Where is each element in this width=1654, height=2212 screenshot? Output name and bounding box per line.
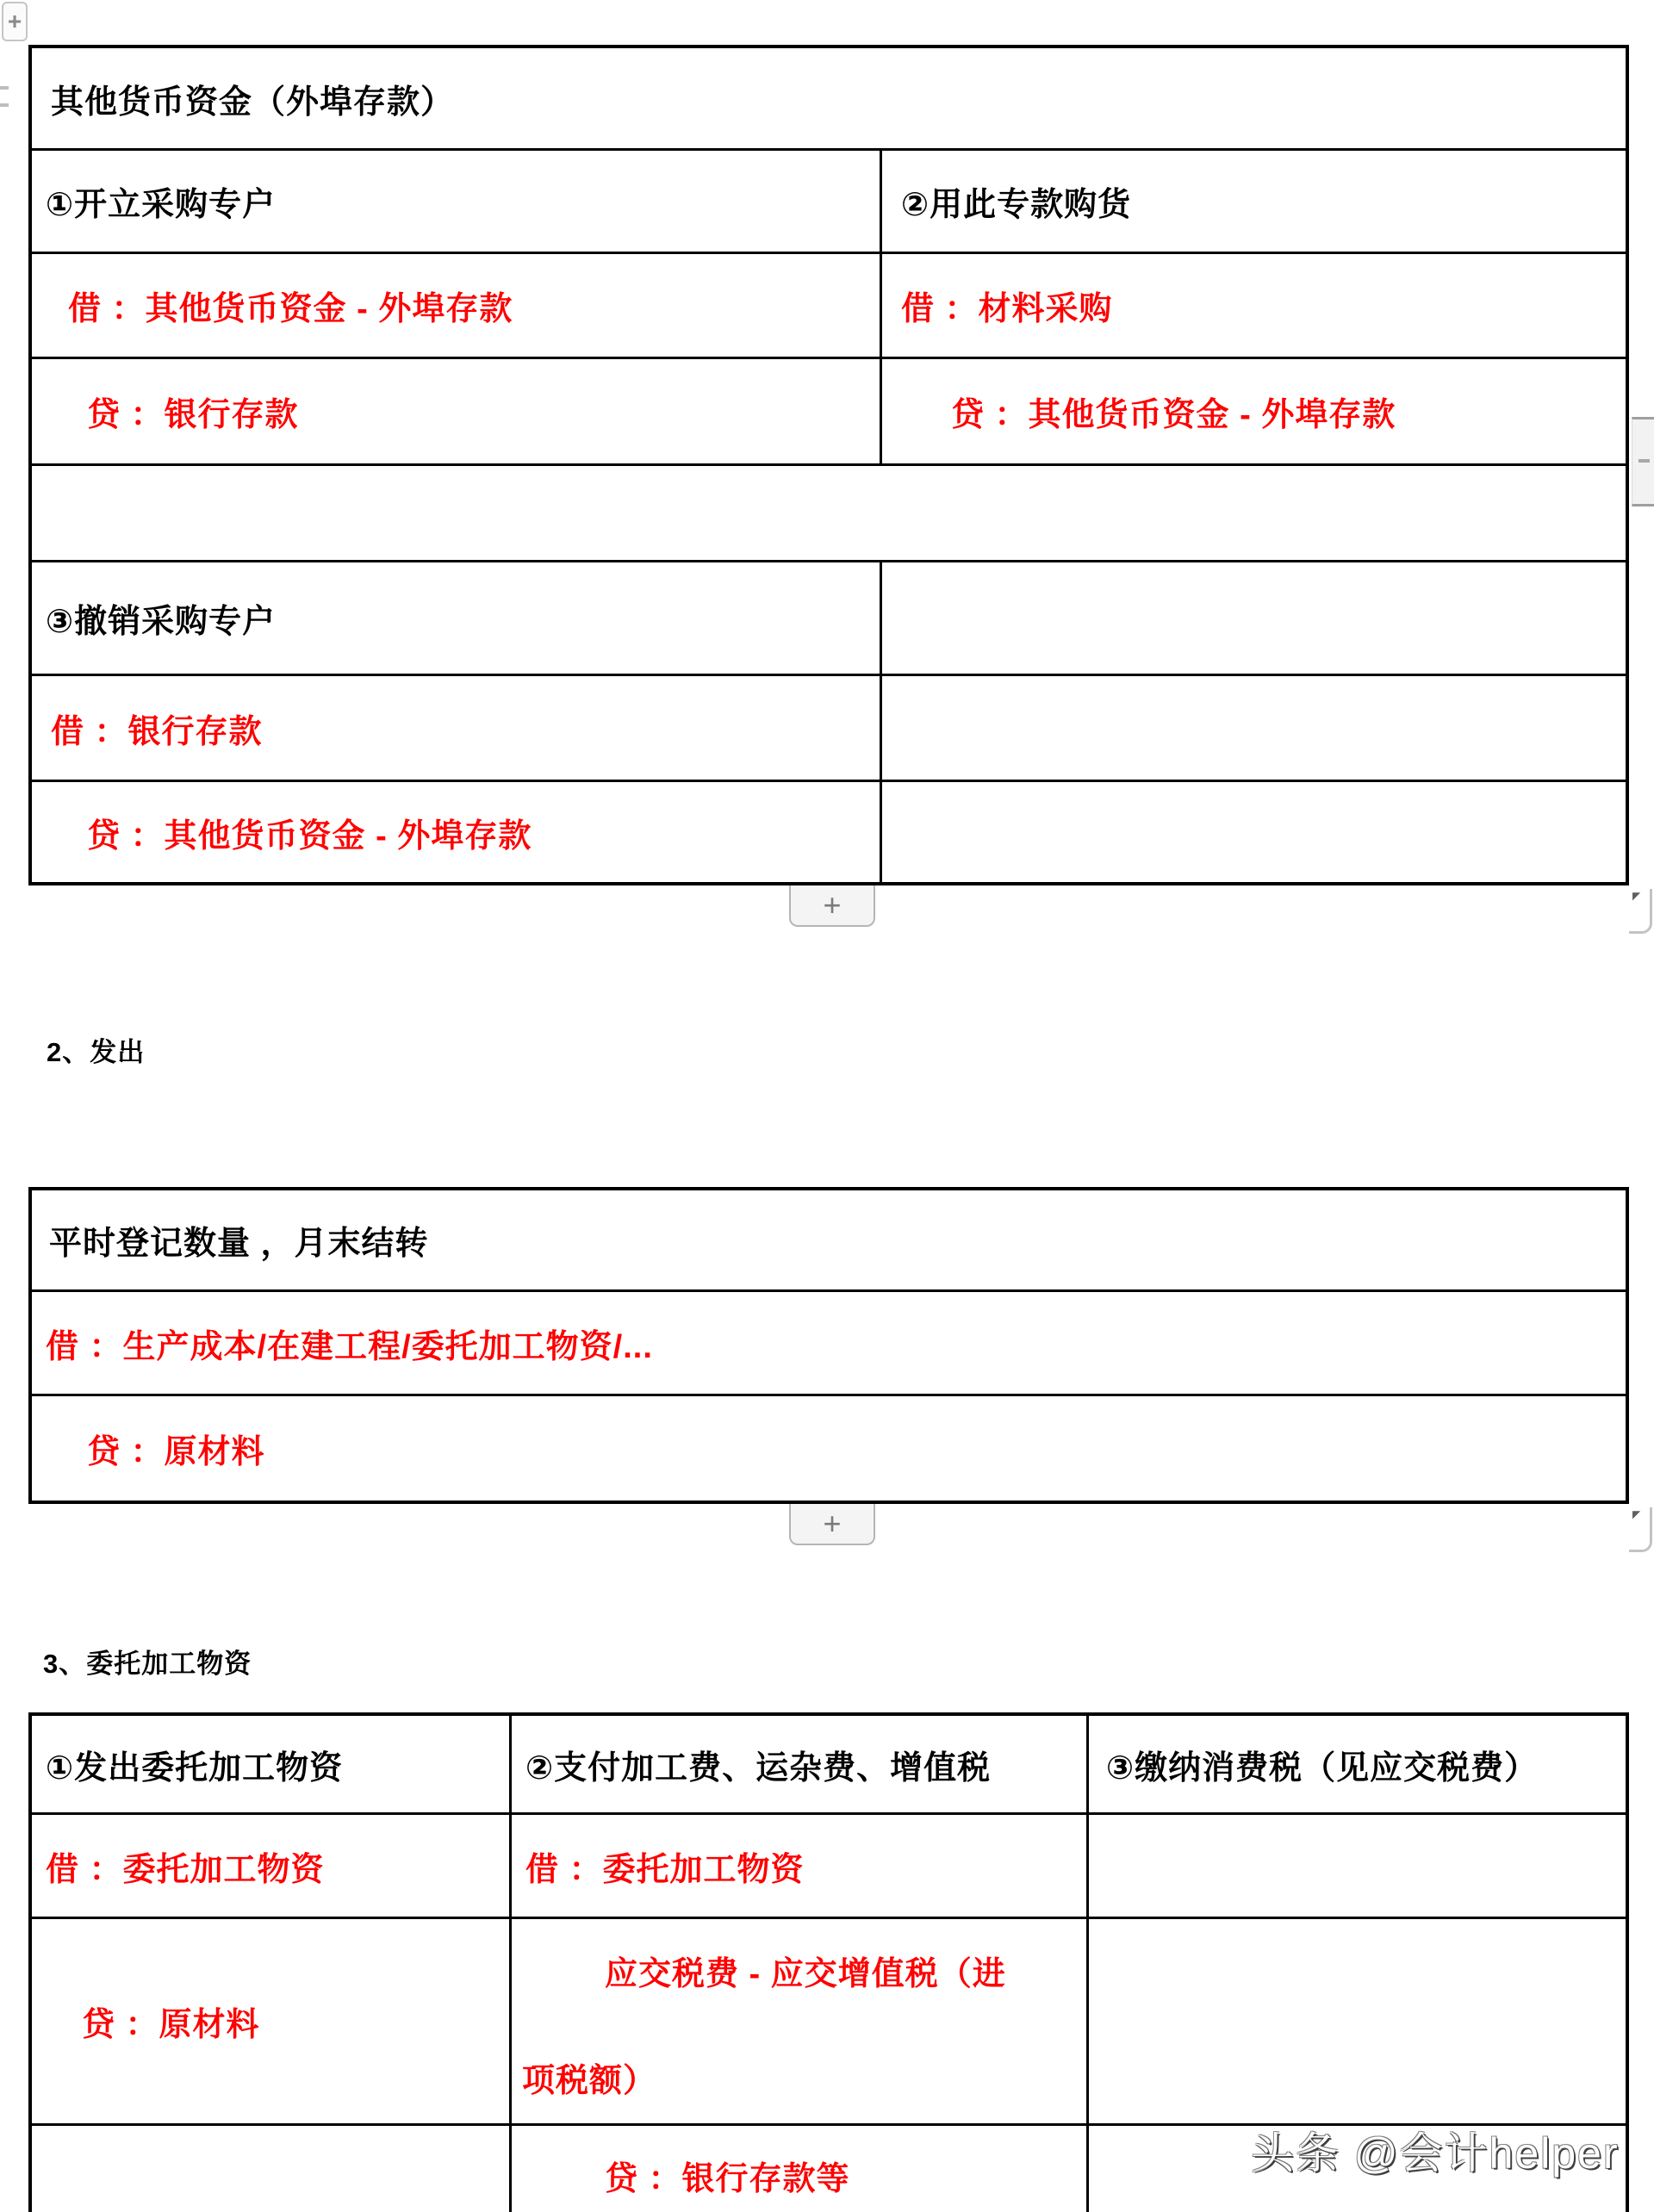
credit-entry-cell — [32, 1396, 1626, 1501]
rule-text: 平时登记数量 ，月末结转 — [49, 1226, 429, 1262]
credit-entry: 贷 ：原材料 — [87, 1434, 265, 1470]
section-heading — [47, 1030, 145, 1069]
credit-entry: 贷 ：其他货币资金 - 外埠存款 — [87, 817, 532, 854]
ruler-tick-icon — [0, 103, 9, 107]
step2-label: ②用此专款购货 — [901, 187, 1132, 223]
table-row — [32, 1919, 1626, 2126]
credit-entry-cell — [32, 359, 882, 463]
step3-label: ③撤销采购专户 — [46, 604, 277, 640]
step1-cell — [32, 1716, 512, 1812]
tax-entry-line1: 应交税费 - 应交增值税（进 — [605, 1956, 1006, 1992]
step1-cell — [32, 151, 882, 252]
section-heading — [43, 1642, 252, 1681]
debit-entry-cell — [882, 254, 1626, 357]
step2-cell — [512, 1716, 1089, 1812]
watermark-text: 头条 @会计helper — [1251, 2129, 1620, 2178]
debit-entry: 借 ：银行存款 — [51, 713, 263, 750]
debit-entry: 借 ：其他货币资金 - 外埠存款 — [68, 291, 513, 327]
credit-entry: 贷 ：银行存款 — [87, 397, 299, 433]
table-title-cell — [32, 48, 1626, 148]
section-heading-text: 3、委托加工物资 — [43, 1649, 252, 1679]
debit-entry: 借 ：委托加工物资 — [46, 1851, 325, 1888]
credit-entry-cell — [32, 782, 882, 882]
table-resize-icon: ◤ — [1632, 1508, 1641, 1520]
empty-cell — [882, 562, 1626, 674]
debit-entry-cell — [32, 1292, 1626, 1394]
table-row — [32, 1716, 1626, 1815]
empty-cell — [1089, 1815, 1626, 1917]
table-resize-handle[interactable] — [1629, 1507, 1652, 1552]
debit-entry: 借 ：委托加工物资 — [525, 1851, 805, 1888]
table-row — [32, 782, 1626, 882]
tax-entry-cell — [512, 1919, 1089, 2123]
step1-label: ①开立采购专户 — [46, 187, 277, 223]
step1-label: ①发出委托加工物资 — [46, 1749, 344, 1786]
empty-cell — [1089, 1919, 1626, 2123]
section-heading-text: 2、发出 — [47, 1037, 146, 1067]
insert-row-button[interactable] — [789, 1504, 875, 1545]
step3-cell — [32, 562, 882, 674]
table-other-monetary-funds — [28, 45, 1629, 885]
credit-entry: 贷 ：其他货币资金 - 外埠存款 — [951, 397, 1396, 433]
table-row — [32, 359, 1626, 466]
debit-entry-cell — [512, 1815, 1089, 1917]
table-row — [32, 1815, 1626, 1919]
debit-entry: 借 ：生产成本/在建工程/委托加工物资/... — [46, 1328, 653, 1365]
debit-entry-cell — [32, 1815, 512, 1917]
table-resize-icon: ◤ — [1632, 890, 1641, 902]
table-row — [32, 562, 1626, 676]
credit-entry: 贷 ：原材料 — [82, 2007, 260, 2043]
scrollbar-grip-icon — [1638, 459, 1650, 463]
plus-icon: + — [823, 887, 842, 923]
empty-cell — [882, 676, 1626, 780]
step2-cell — [882, 151, 1626, 252]
credit-entry-cell — [882, 359, 1626, 463]
move-icon: + — [7, 8, 22, 34]
debit-entry-cell — [32, 676, 882, 780]
watermark — [1251, 2119, 1620, 2181]
table-row — [32, 1396, 1626, 1501]
debit-entry: 借 ：材料采购 — [901, 291, 1113, 327]
empty-cell — [882, 782, 1626, 882]
plus-icon: + — [823, 1506, 842, 1541]
table-row — [32, 151, 1626, 254]
credit-entry-cell — [512, 2126, 1089, 2212]
table-row — [32, 254, 1626, 359]
credit-entry-cell — [32, 1919, 512, 2123]
table-row — [32, 48, 1626, 151]
table-move-handle[interactable] — [2, 2, 28, 41]
step3-label: ③缴纳消费税（见应交税费） — [1106, 1749, 1539, 1786]
vertical-scrollbar-thumb[interactable] — [1632, 417, 1654, 506]
table-issue-materials — [28, 1187, 1629, 1504]
step2-label: ②支付加工费、运杂费、增值税 — [525, 1749, 992, 1786]
step3-cell — [1089, 1716, 1626, 1812]
empty-merged-cell — [32, 466, 1626, 560]
ruler-tick-icon — [0, 86, 9, 90]
table-row — [32, 1190, 1626, 1292]
table-row — [32, 676, 1626, 782]
tax-entry-line2: 项税额） — [522, 2063, 657, 2099]
table-row-empty — [32, 466, 1626, 562]
insert-row-button[interactable] — [789, 885, 875, 927]
table-title: 其他货币资金（外埠存款） — [51, 84, 455, 121]
rule-cell — [32, 1190, 1626, 1289]
table-row — [32, 1292, 1626, 1396]
credit-entry: 贷 ：银行存款等 — [605, 2161, 850, 2197]
debit-entry-cell — [32, 254, 882, 357]
empty-cell — [32, 2126, 512, 2212]
table-resize-handle[interactable] — [1629, 889, 1652, 934]
